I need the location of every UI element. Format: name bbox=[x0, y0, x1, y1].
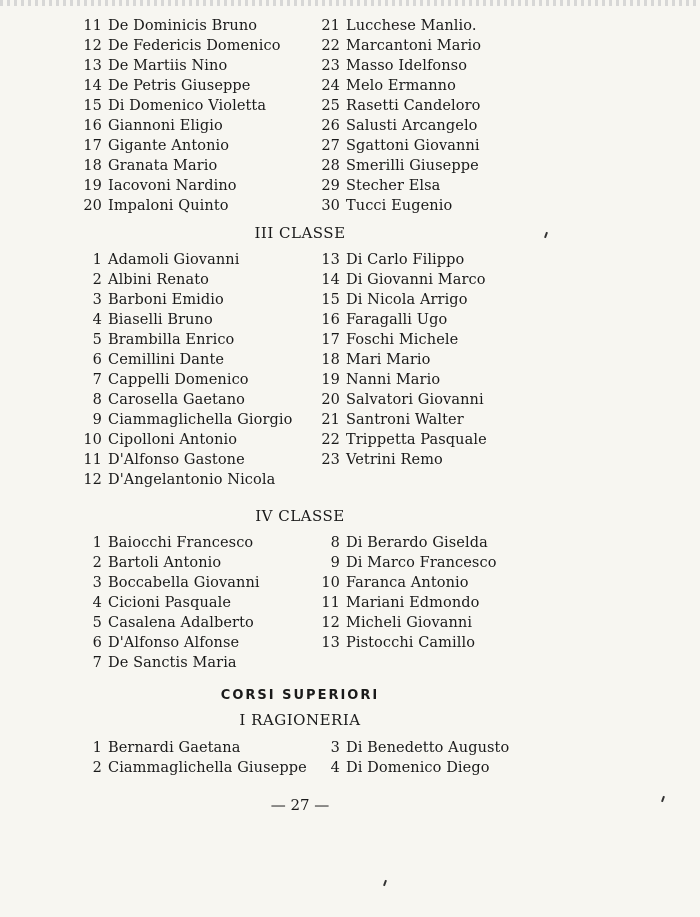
list-item-number: 6 bbox=[92, 352, 102, 368]
list-item-number: 17 bbox=[83, 138, 102, 154]
section-title-iv-classe: IV CLASSE bbox=[255, 507, 345, 525]
list-item-number: 6 bbox=[92, 635, 102, 651]
list-item bbox=[80, 758, 307, 778]
list-item-name: Di Domenico Diego bbox=[346, 760, 490, 776]
list-item-name: Di Marco Francesco bbox=[346, 555, 497, 571]
list-item-number: 2 bbox=[92, 555, 102, 571]
list-item-number: 12 bbox=[83, 38, 102, 54]
list-item bbox=[318, 390, 487, 410]
list-item-number: 4 bbox=[92, 595, 102, 611]
list-item-number: 16 bbox=[321, 312, 340, 328]
list-item-number: 8 bbox=[92, 392, 102, 408]
list-item-name: Rasetti Candeloro bbox=[346, 98, 481, 114]
list-column-left bbox=[80, 16, 281, 216]
list-item-name: Melo Ermanno bbox=[346, 78, 456, 94]
list-item-name: Salvatori Giovanni bbox=[346, 392, 484, 408]
list-item-number: 18 bbox=[321, 352, 340, 368]
list-item bbox=[80, 593, 260, 613]
list-item bbox=[80, 633, 260, 653]
list-item bbox=[80, 176, 281, 196]
scan-speck bbox=[383, 880, 387, 886]
list-item-name: Di Benedetto Augusto bbox=[346, 740, 510, 756]
list-item-name: Mariani Edmondo bbox=[346, 595, 480, 611]
list-item bbox=[318, 738, 509, 758]
list-item-name: Ciammaglichella Giuseppe bbox=[108, 760, 307, 776]
list-item bbox=[80, 430, 292, 450]
list-item bbox=[318, 76, 481, 96]
list-item-name: Stecher Elsa bbox=[346, 178, 441, 194]
list-item-name: Bartoli Antonio bbox=[108, 555, 222, 571]
section-title-i-ragioneria: I RAGIONERIA bbox=[239, 711, 361, 729]
list-item-number: 5 bbox=[92, 332, 102, 348]
list-item bbox=[80, 56, 281, 76]
list-item bbox=[318, 96, 481, 116]
list-item-number: 21 bbox=[321, 18, 340, 34]
list-item-name: D'Alfonso Alfonse bbox=[108, 635, 240, 651]
list-item-name: Baiocchi Francesco bbox=[108, 535, 254, 551]
list-item-name: De Petris Giuseppe bbox=[108, 78, 251, 94]
list-item bbox=[318, 176, 481, 196]
list-item bbox=[80, 533, 260, 553]
list-item bbox=[80, 36, 281, 56]
list-item-name: Di Nicola Arrigo bbox=[346, 292, 468, 308]
list-column-right bbox=[318, 250, 487, 470]
list-item bbox=[80, 310, 292, 330]
list-item bbox=[318, 156, 481, 176]
list-column-left bbox=[80, 738, 307, 778]
list-item-number: 12 bbox=[321, 615, 340, 631]
list-item bbox=[80, 450, 292, 470]
list-item-name: Di Berardo Giselda bbox=[346, 535, 488, 551]
list-item-number: 14 bbox=[83, 78, 102, 94]
list-item bbox=[318, 573, 497, 593]
list-item bbox=[80, 156, 281, 176]
list-item-name: Granata Mario bbox=[108, 158, 218, 174]
list-item bbox=[318, 553, 497, 573]
list-item-name: Albini Renato bbox=[108, 272, 209, 288]
list-item-name: Vetrini Remo bbox=[346, 452, 443, 468]
list-item-number: 8 bbox=[330, 535, 340, 551]
list-column-left bbox=[80, 533, 260, 673]
list-item-number: 3 bbox=[330, 740, 340, 756]
list-item-name: Cipolloni Antonio bbox=[108, 432, 238, 448]
list-item-name: D'Angelantonio Nicola bbox=[108, 472, 276, 488]
list-item-number: 27 bbox=[321, 138, 340, 154]
list-item-name: Smerilli Giuseppe bbox=[346, 158, 479, 174]
list-item-number: 25 bbox=[321, 98, 340, 114]
list-item-name: Gigante Antonio bbox=[108, 138, 230, 154]
page-number: — 27 — bbox=[270, 796, 330, 814]
list-item-name: Foschi Michele bbox=[346, 332, 459, 348]
list-item bbox=[318, 370, 487, 390]
list-item-number: 20 bbox=[321, 392, 340, 408]
section-supertitle-corsi-superiori: CORSI SUPERIORI bbox=[220, 688, 380, 703]
list-item-number: 18 bbox=[83, 158, 102, 174]
list-item-number: 1 bbox=[92, 740, 102, 756]
list-item bbox=[80, 370, 292, 390]
list-item-name: Di Carlo Filippo bbox=[346, 252, 465, 268]
list-item bbox=[80, 196, 281, 216]
list-item bbox=[80, 136, 281, 156]
list-item-number: 28 bbox=[321, 158, 340, 174]
list-item bbox=[80, 290, 292, 310]
list-item-number: 2 bbox=[92, 272, 102, 288]
list-column-right bbox=[318, 738, 509, 778]
list-item-name: Di Giovanni Marco bbox=[346, 272, 486, 288]
scan-speck bbox=[661, 796, 665, 802]
list-item-number: 7 bbox=[92, 372, 102, 388]
list-item-name: Sgattoni Giovanni bbox=[346, 138, 480, 154]
list-item bbox=[318, 330, 487, 350]
list-item-name: Lucchese Manlio. bbox=[346, 18, 477, 34]
list-item-number: 12 bbox=[83, 472, 102, 488]
list-item bbox=[318, 633, 497, 653]
list-item bbox=[80, 470, 292, 490]
list-item-name: Micheli Giovanni bbox=[346, 615, 473, 631]
list-item-name: Impaloni Quinto bbox=[108, 198, 229, 214]
list-item bbox=[318, 250, 487, 270]
list-item-number: 17 bbox=[321, 332, 340, 348]
list-item-name: Cicioni Pasquale bbox=[108, 595, 232, 611]
list-item bbox=[318, 758, 509, 778]
list-item bbox=[80, 613, 260, 633]
list-item-name: De Martiis Nino bbox=[108, 58, 228, 74]
list-item-number: 23 bbox=[321, 58, 340, 74]
list-item-number: 14 bbox=[321, 272, 340, 288]
list-item-number: 1 bbox=[92, 252, 102, 268]
list-item-name: Barboni Emidio bbox=[108, 292, 224, 308]
list-item-number: 10 bbox=[321, 575, 340, 591]
list-item bbox=[318, 16, 481, 36]
list-item-number: 11 bbox=[321, 595, 340, 611]
list-item-number: 10 bbox=[83, 432, 102, 448]
list-item bbox=[318, 290, 487, 310]
list-item-name: Faranca Antonio bbox=[346, 575, 469, 591]
list-item-name: De Federicis Domenico bbox=[108, 38, 281, 54]
list-item-name: Trippetta Pasquale bbox=[346, 432, 487, 448]
list-item bbox=[80, 96, 281, 116]
list-item-name: De Sanctis Maria bbox=[108, 655, 237, 671]
list-item-name: D'Alfonso Gastone bbox=[108, 452, 245, 468]
list-item-number: 30 bbox=[321, 198, 340, 214]
list-item bbox=[318, 136, 481, 156]
list-item-name: Casalena Adalberto bbox=[108, 615, 254, 631]
list-item-name: Mari Mario bbox=[346, 352, 431, 368]
list-item bbox=[318, 36, 481, 56]
list-item-number: 4 bbox=[330, 760, 340, 776]
list-item-name: Salusti Arcangelo bbox=[346, 118, 478, 134]
list-item-number: 2 bbox=[92, 760, 102, 776]
list-column-right bbox=[318, 16, 481, 216]
list-item-number: 7 bbox=[92, 655, 102, 671]
list-item-name: Marcantoni Mario bbox=[346, 38, 482, 54]
list-item-name: Cemillini Dante bbox=[108, 352, 225, 368]
list-item-name: Bernardi Gaetana bbox=[108, 740, 241, 756]
list-item-number: 13 bbox=[321, 635, 340, 651]
list-item-number: 13 bbox=[321, 252, 340, 268]
list-item-number: 11 bbox=[83, 452, 102, 468]
list-item bbox=[318, 613, 497, 633]
list-item-number: 15 bbox=[321, 292, 340, 308]
list-item-name: Pistocchi Camillo bbox=[346, 635, 476, 651]
list-item bbox=[318, 310, 487, 330]
list-item bbox=[80, 553, 260, 573]
list-item-number: 13 bbox=[83, 58, 102, 74]
list-item bbox=[80, 350, 292, 370]
list-item-name: Cappelli Domenico bbox=[108, 372, 249, 388]
list-item bbox=[318, 450, 487, 470]
list-item-name: Ciammaglichella Giorgio bbox=[108, 412, 293, 428]
list-column-right bbox=[318, 533, 497, 653]
list-item bbox=[318, 533, 497, 553]
list-item-number: 11 bbox=[83, 18, 102, 34]
list-item bbox=[80, 573, 260, 593]
list-item-number: 19 bbox=[321, 372, 340, 388]
list-item bbox=[318, 430, 487, 450]
list-item-number: 15 bbox=[83, 98, 102, 114]
list-item bbox=[80, 76, 281, 96]
list-item bbox=[80, 738, 307, 758]
list-item-name: Adamoli Giovanni bbox=[108, 252, 240, 268]
list-item bbox=[80, 16, 281, 36]
list-item bbox=[80, 270, 292, 290]
list-item bbox=[318, 56, 481, 76]
list-item bbox=[318, 196, 481, 216]
list-item bbox=[80, 250, 292, 270]
list-item-number: 26 bbox=[321, 118, 340, 134]
list-column-left bbox=[80, 250, 292, 490]
section-title-iii-classe: III CLASSE bbox=[254, 224, 346, 242]
list-item bbox=[318, 410, 487, 430]
list-item-number: 20 bbox=[83, 198, 102, 214]
list-item-number: 22 bbox=[321, 38, 340, 54]
list-item-name: Tucci Eugenio bbox=[346, 198, 453, 214]
list-item bbox=[80, 390, 292, 410]
list-item-number: 1 bbox=[92, 535, 102, 551]
list-item bbox=[80, 410, 292, 430]
list-item-name: Iacovoni Nardino bbox=[108, 178, 237, 194]
list-item-number: 21 bbox=[321, 412, 340, 428]
list-item-number: 9 bbox=[330, 555, 340, 571]
list-item bbox=[318, 116, 481, 136]
list-item-name: Faragalli Ugo bbox=[346, 312, 448, 328]
list-item-number: 19 bbox=[83, 178, 102, 194]
list-item-number: 16 bbox=[83, 118, 102, 134]
list-item bbox=[80, 653, 260, 673]
list-item-number: 23 bbox=[321, 452, 340, 468]
list-item-number: 3 bbox=[92, 575, 102, 591]
list-item-number: 29 bbox=[321, 178, 340, 194]
list-item-name: Biaselli Bruno bbox=[108, 312, 213, 328]
list-item-number: 3 bbox=[92, 292, 102, 308]
list-item-name: De Dominicis Bruno bbox=[108, 18, 258, 34]
list-item-number: 24 bbox=[321, 78, 340, 94]
list-item bbox=[318, 593, 497, 613]
list-item-name: Brambilla Enrico bbox=[108, 332, 235, 348]
list-item bbox=[318, 270, 487, 290]
list-item-number: 5 bbox=[92, 615, 102, 631]
list-item bbox=[318, 350, 487, 370]
list-item-name: Nanni Mario bbox=[346, 372, 441, 388]
list-item-name: Di Domenico Violetta bbox=[108, 98, 267, 114]
list-item bbox=[80, 330, 292, 350]
scan-edge bbox=[0, 0, 700, 6]
list-item-name: Carosella Gaetano bbox=[108, 392, 246, 408]
list-item-name: Santroni Walter bbox=[346, 412, 464, 428]
list-item bbox=[80, 116, 281, 136]
list-item-name: Masso Idelfonso bbox=[346, 58, 468, 74]
list-item-number: 22 bbox=[321, 432, 340, 448]
list-item-name: Giannoni Eligio bbox=[108, 118, 223, 134]
list-item-name: Boccabella Giovanni bbox=[108, 575, 260, 591]
list-item-number: 4 bbox=[92, 312, 102, 328]
list-item-number: 9 bbox=[92, 412, 102, 428]
